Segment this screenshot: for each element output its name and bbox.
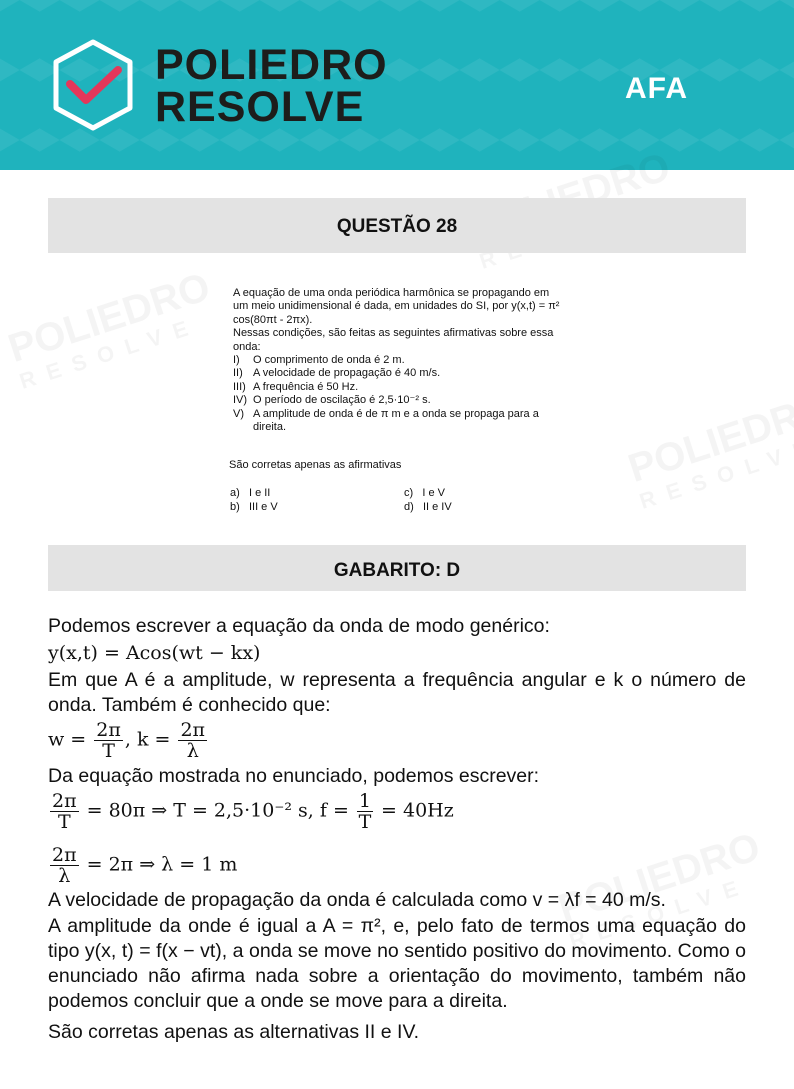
header-banner xyxy=(0,0,794,170)
option-b: b) III e V xyxy=(230,501,278,513)
brand-line2: RESOLVE xyxy=(155,83,365,131)
answer-p5: A amplitude da onde é igual a A = π², e, pelo fato de termos uma equação do tipo y(x, t) = f(x − vt), a onda se move no sentido positivo do movimento. Como o enunciado não afirma nada sobre a orientação do movimento, também não podemos concluir que a onde se move para a direita. xyxy=(48,915,746,1012)
question-intro: A equação de uma onda periódica harmônica se propagando em um meio unidimensional é dada, em unidades do SI, por y(x,t) = π² cos(80πt - 2πx). xyxy=(233,287,560,326)
statement-item: II) A velocidade de propagação é 40 m/s. xyxy=(233,367,441,380)
answer-p3: Da equação mostrada no enunciado, podemos escrever: xyxy=(48,765,540,787)
exam-name: AFA xyxy=(625,72,688,105)
brand-line1: POLIEDRO xyxy=(155,41,388,89)
answer-p1: Podemos escrever a equação da onda de modo genérico: xyxy=(48,615,550,637)
statement-item: IV) O período de oscilação é 2,5·10⁻² s. xyxy=(233,394,431,407)
statement-item: I) O comprimento de onda é 2 m. xyxy=(233,354,405,367)
question-text xyxy=(233,287,563,434)
question-intro-2: Nessas condições, são feitas as seguintes afirmativas sobre essa onda: xyxy=(233,327,554,353)
question-prompt: São corretas apenas as afirmativas xyxy=(229,459,402,471)
watermark xyxy=(625,389,794,518)
option-a: a) I e II xyxy=(230,487,271,499)
answer-p6: São corretas apenas as alternativas II e IV. xyxy=(48,1021,420,1043)
statement-item: III) A frequência é 50 Hz. xyxy=(233,380,359,393)
option-c: c) I e V xyxy=(404,487,445,499)
answer-p4: A velocidade de propagação da onda é calculada como v = λf = 40 m/s. xyxy=(48,889,666,911)
answer-p2: Em que A é a amplitude, w representa a frequência angular e k o número de onda. Também é conhecido que: xyxy=(48,669,746,716)
question-title: QUESTÃO 28 xyxy=(48,198,746,253)
equation-period: $\frac{2\pi}{T}$ = 80π ⇒ T = 2,5·10⁻² s, f = $\frac{1}{T}$ = 40Hz xyxy=(52,790,454,833)
statement-list xyxy=(233,354,563,434)
watermark xyxy=(5,269,225,398)
statement-item: V) A amplitude de onda é de π m e a onda se propaga para a direita. xyxy=(233,407,539,434)
equation-wavelength: $\frac{2\pi}{\lambda}$ = 2π ⇒ λ = 1 m xyxy=(52,844,238,887)
brand-title xyxy=(155,41,388,131)
equation-w-k: w = $\frac{2\pi}{T}$ , k = $\frac{2\pi}{\lambda}$ xyxy=(48,719,206,762)
equation-wave: y(x,t) = Acos(wt − kx) xyxy=(48,642,261,664)
option-d: d) II e IV xyxy=(404,501,452,513)
check-hexagon-icon xyxy=(48,38,138,132)
answer-key-title: GABARITO: D xyxy=(48,545,746,591)
